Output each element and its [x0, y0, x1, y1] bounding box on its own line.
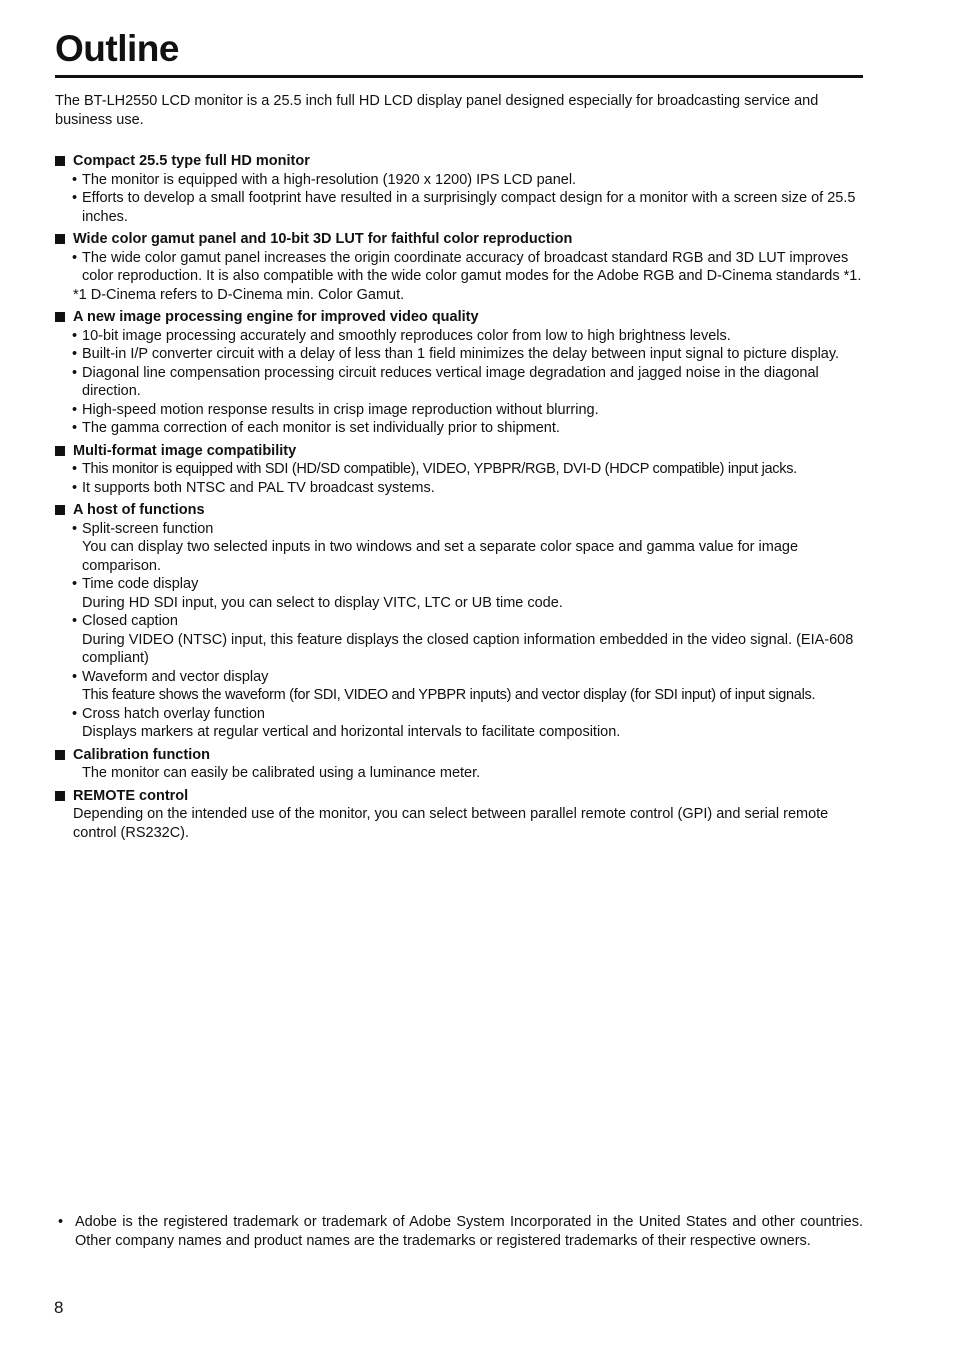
bullet-dot-icon: •	[72, 479, 78, 496]
bullet-dot-icon: •	[72, 171, 78, 188]
bullet-dot-icon: •	[72, 249, 78, 266]
bullet-dot-icon: •	[72, 364, 78, 381]
bullet-item: • The monitor is equipped with a high-resolution (1920 x 1200) IPS LCD panel.	[72, 171, 577, 188]
bullet-dot-icon: •	[72, 461, 77, 477]
page-title: Outline	[55, 28, 179, 69]
square-bullet-icon	[55, 446, 65, 456]
bullet-dot-icon: •	[58, 1214, 64, 1230]
section-calibration	[55, 746, 867, 783]
bullet-item: • This monitor is equipped with SDI (HD/SD compatible), VIDEO, YPBPR/RGB, DVI-D (HDCP compatible) input jacks.	[72, 461, 797, 477]
section-heading: A host of functions	[73, 502, 205, 518]
section-text: The monitor can easily be calibrated using a luminance meter.	[82, 765, 481, 781]
intro-paragraph: The BT-LH2550 LCD monitor is a 25.5 inch full HD LCD display panel designed especially for broadcasting service and business use.	[55, 93, 819, 128]
section-text: Depending on the intended use of the monitor, you can select between parallel remote control (GPI) and serial remote control (RS232C).	[73, 806, 829, 841]
function-label: • Time code display	[72, 576, 199, 592]
bullet-dot-icon: •	[72, 346, 78, 362]
function-description: During HD SDI input, you can select to display VITC, LTC or UB time code.	[82, 594, 563, 611]
section-heading: REMOTE control	[73, 787, 189, 804]
section-heading: Multi-format image compatibility	[73, 442, 297, 459]
title-rule	[55, 75, 863, 78]
bullet-item: • Built-in I/P converter circuit with a delay of less than 1 field minimizes the delay between input signal to picture display.	[72, 346, 840, 362]
bullet-dot-icon: •	[72, 420, 78, 436]
section-image-engine	[55, 308, 867, 438]
function-description: This feature shows the waveform (for SDI, VIDEO and YPBPR inputs) and vector display (for SDI input) of input signals.	[82, 687, 816, 703]
function-label: • Cross hatch overlay function	[72, 705, 265, 722]
section-compact	[55, 152, 867, 226]
function-description: During VIDEO (NTSC) input, this feature displays the closed caption information embedded in the video signal. (EIA-608 compliant)	[82, 631, 854, 666]
bullet-item: • Efforts to develop a small footprint have resulted in a surprisingly compact design for a monitor with a screen size of 25.5 inches.	[72, 190, 856, 225]
square-bullet-icon	[55, 750, 65, 760]
bullet-item: • It supports both NTSC and PAL TV broadcast systems.	[72, 479, 435, 496]
square-bullet-icon	[55, 505, 65, 515]
section-heading: Compact 25.5 type full HD monitor	[73, 153, 310, 169]
bullet-dot-icon: •	[72, 576, 78, 592]
square-bullet-icon	[55, 791, 65, 801]
bullet-item: • High-speed motion response results in crisp image reproduction without blurring.	[72, 401, 599, 418]
function-label: • Split-screen function	[72, 520, 214, 537]
function-label: • Waveform and vector display	[72, 668, 269, 685]
section-functions	[55, 501, 867, 742]
bullet-dot-icon: •	[72, 613, 78, 629]
section-heading: Wide color gamut panel and 10-bit 3D LUT for faithful color reproduction	[73, 231, 573, 247]
bullet-dot-icon: •	[72, 401, 78, 418]
page-number: 8	[54, 1298, 64, 1317]
function-description: Displays markers at regular vertical and horizontal intervals to facilitate composition.	[82, 724, 621, 740]
bullet-item: • The wide color gamut panel increases the origin coordinate accuracy of broadcast standard RGB and 3D LUT improves color reproduction. It is also compatible with the wide color gamut modes for the Adobe RGB and D-Cinema standards *1.	[72, 249, 862, 284]
section-remote	[55, 787, 867, 843]
section-heading: A new image processing engine for improved video quality	[73, 309, 479, 325]
bullet-item: • Diagonal line compensation processing circuit reduces vertical image degradation and jagged noise in the diagonal direction.	[72, 364, 819, 399]
function-description: You can display two selected inputs in two windows and set a separate color space and gamma value for image comparison.	[82, 539, 799, 574]
function-label: • Closed caption	[72, 613, 178, 629]
bullet-item: • The gamma correction of each monitor is set individually prior to shipment.	[72, 420, 560, 436]
square-bullet-icon	[55, 234, 65, 244]
bullet-dot-icon: •	[72, 190, 78, 206]
section-color-gamut	[55, 230, 867, 304]
bullet-dot-icon: •	[72, 668, 78, 685]
bullet-dot-icon: •	[72, 520, 78, 537]
feature-sections	[55, 152, 867, 846]
section-heading: Calibration function	[73, 746, 210, 763]
bullet-item: • 10-bit image processing accurately and smoothly reproduces color from low to high brightness levels.	[72, 327, 731, 344]
trademark-footnote: • Adobe is the registered trademark or trademark of Adobe System Incorporated in the United States and other countries. Other company names and product names are the trademarks or registered trademarks of their respective owners.	[58, 1214, 863, 1249]
bullet-dot-icon: •	[72, 705, 78, 722]
footnote-marker-note: *1 D-Cinema refers to D-Cinema min. Color Gamut.	[73, 286, 405, 303]
square-bullet-icon	[55, 312, 65, 322]
bullet-dot-icon: •	[72, 327, 78, 344]
square-bullet-icon	[55, 156, 65, 166]
section-multi-format	[55, 442, 867, 498]
